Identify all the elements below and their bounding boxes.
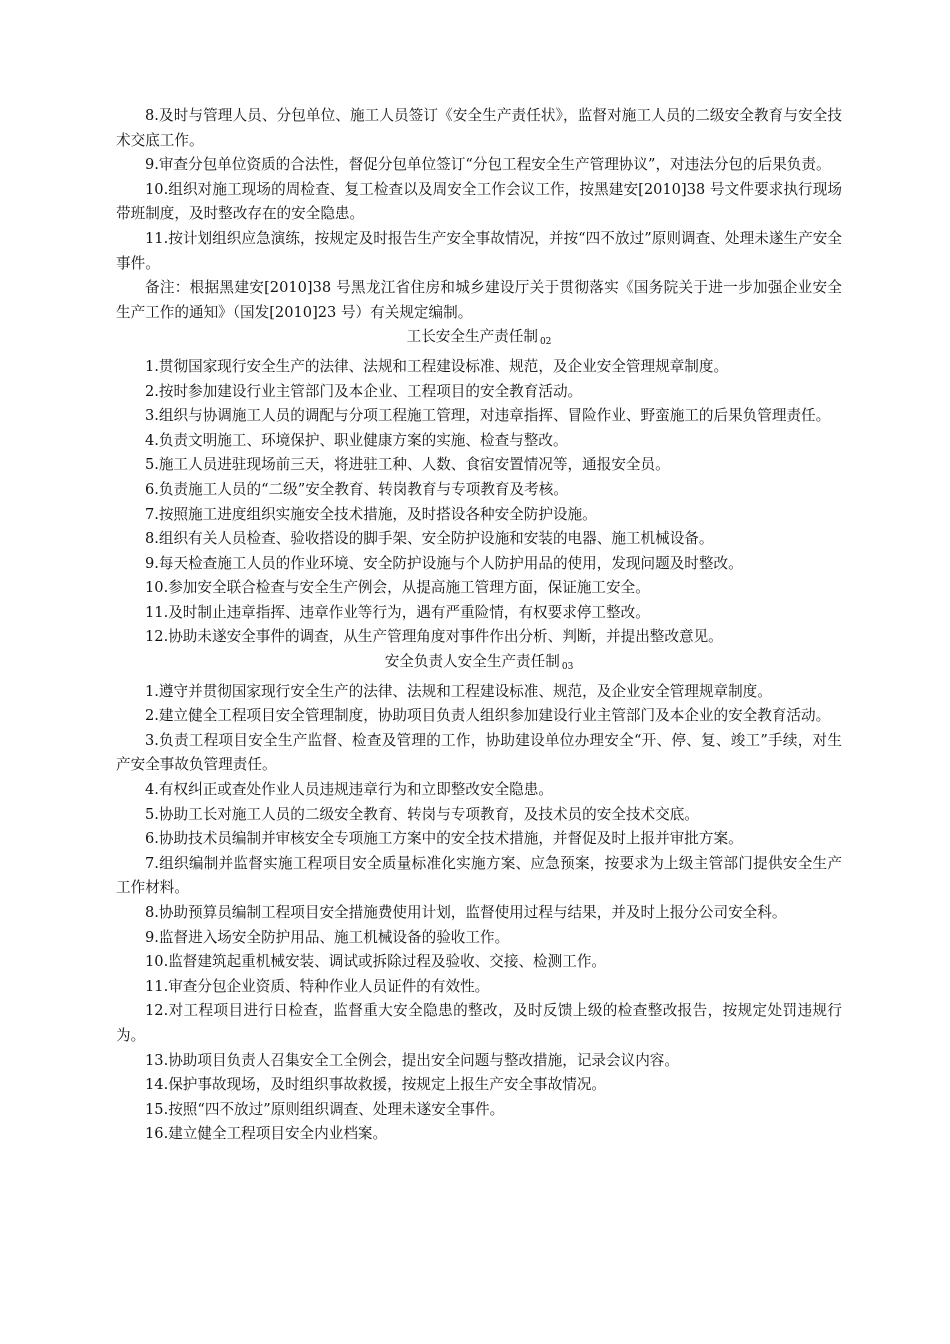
- s1-item-8: 8.及时与管理人员、分包单位、施工人员签订《安全生产责任状》，监督对施工人员的二级安全教育与安全技术交底工作。: [116, 107, 842, 149]
- s2-item-11: 11.及时制止违章指挥、违章作业等行为，遇有严重险情，有权要求停工整改。: [145, 603, 650, 621]
- s3-item-16: 16.建立健全工程项目安全内业档案。: [145, 1125, 388, 1143]
- section-code: 03: [561, 662, 574, 673]
- s3-item-12: 12.对工程项目进行日检查，监督重大安全隐患的整改，及时反馈上级的检查整改报告，按规定处罚违规行为。: [116, 1002, 842, 1044]
- s2-item-4: 4.负责文明施工、环境保护、职业健康方案的实施、检查与整改。: [145, 431, 568, 449]
- s2-item-3: 3.组织与协调施工人员的调配与分项工程施工管理，对违章指挥、冒险作业、野蛮施工的后果负管理责任。: [145, 407, 831, 425]
- s2-item-1: 1.贯彻国家现行安全生产的法律、法规和工程建设标准、规范，及企业安全管理规章制度。: [145, 357, 729, 375]
- s1-item-10: 10.组织对施工现场的周检查、复工检查以及周安全工作会议工作，按黑建安[2010]38 号文件要求执行现场带班制度，及时整改存在的安全隐患。: [116, 180, 842, 223]
- document-page: [116, 104, 842, 1147]
- section-heading-safety-officer: [116, 650, 842, 680]
- s3-item-1: 1.遵守并贯彻国家现行安全生产的法律、法规和工程建设标准、规范，及企业安全管理规章制度。: [145, 682, 772, 700]
- s3-item-14: 14.保护事故现场，及时组织事故救援，按规定上报生产安全事故情况。: [145, 1076, 607, 1094]
- s2-item-5: 5.施工人员进驻现场前三天，将进驻工种、人数、食宿安置情况等，通报安全员。: [145, 456, 670, 474]
- s2-item-12: 12.协助未遂安全事件的调查，从生产管理角度对事件作出分析、判断，并提出整改意见。: [145, 628, 723, 646]
- s1-item-11: 11.按计划组织应急演练，按规定及时报告生产安全事故情况，并按“四不放过”原则调查、处理未遂生产安全事件。: [116, 229, 842, 272]
- s3-item-3: 3.负责工程项目安全生产监督、检查及管理的工作，协助建设单位办理安全“开、停、复、竣工”手续，对生产安全事故负管理责任。: [116, 731, 842, 774]
- s2-item-8: 8.组织有关人员检查、验收搭设的脚手架、安全防护设施和安装的电器、施工机械设备。: [145, 530, 714, 548]
- s2-item-2: 2.按时参加建设行业主管部门及本企业、工程项目的安全教育活动。: [145, 382, 583, 400]
- s3-item-8: 8.协助预算员编制工程项目安全措施费使用计划，监督使用过程与结果，并及时上报分公司安全科。: [145, 904, 787, 921]
- s3-item-7: 7.组织编制并监督实施工程项目安全质量标准化实施方案、应急预案，按要求为上级主管部门提供安全生产工作材料。: [116, 854, 842, 897]
- section-heading-foreman: [116, 325, 842, 355]
- section-code: 02: [539, 337, 552, 348]
- section-title: 安全负责人安全生产责任制: [384, 653, 560, 671]
- s3-item-4: 4.有权纠正或查处作业人员违规违章行为和立即整改安全隐患。: [145, 781, 553, 799]
- s2-item-6: 6.负责施工人员的“二级”安全教育、转岗教育与专项教育及考核。: [145, 480, 568, 498]
- s3-item-13: 13.协助项目负责人召集安全工全例会，提出安全问题与整改措施，记录会议内容。: [145, 1051, 679, 1069]
- s3-item-9: 9.监督进入场安全防护用品、施工机械设备的验收工作。: [145, 928, 510, 946]
- s3-item-11: 11.审查分包企业资质、特种作业人员证件的有效性。: [145, 977, 490, 995]
- s2-item-10: 10.参加安全联合检查与安全生产例会，从提高施工管理方面，保证施工安全。: [145, 579, 650, 597]
- s2-item-7: 7.按照施工进度组织实施安全技术措施，及时搭设各种安全防护设施。: [145, 505, 597, 523]
- s3-item-5: 5.协助工长对施工人员的二级安全教育、转岗与专项教育，及技术员的安全技术交底。: [145, 805, 699, 823]
- s2-item-9: 9.每天检查施工人员的作业环境、安全防护设施与个人防护用品的使用，发现问题及时整改。: [145, 554, 743, 572]
- s3-item-10: 10.监督建筑起重机械安装、调试或拆除过程及验收、交接、检测工作。: [145, 953, 607, 971]
- s3-item-2: 2.建立健全工程项目安全管理制度，协助项目负责人组织参加建设行业主管部门及本企业的安全教育活动。: [145, 707, 831, 725]
- s3-item-6: 6.协助技术员编制并审核安全专项施工方案中的安全技术措施，并督促及时上报并审批方案。: [145, 830, 743, 848]
- s3-item-15: 15.按照“四不放过”原则组织调查、处理未遂安全事件。: [145, 1100, 505, 1118]
- s1-note: 备注：根据黑建安[2010]38 号黑龙江省住房和城乡建设厅关于贯彻落实《国务院关于进一步加强企业安全生产工作的通知》（国发[2010]23 号）有关规定编制。: [116, 279, 842, 321]
- section-title: 工长安全生产责任制: [406, 328, 538, 346]
- s1-item-9: 9.审查分包单位资质的合法性，督促分包单位签订“分包工程安全生产管理协议”，对违法分包的后果负责。: [145, 156, 831, 174]
